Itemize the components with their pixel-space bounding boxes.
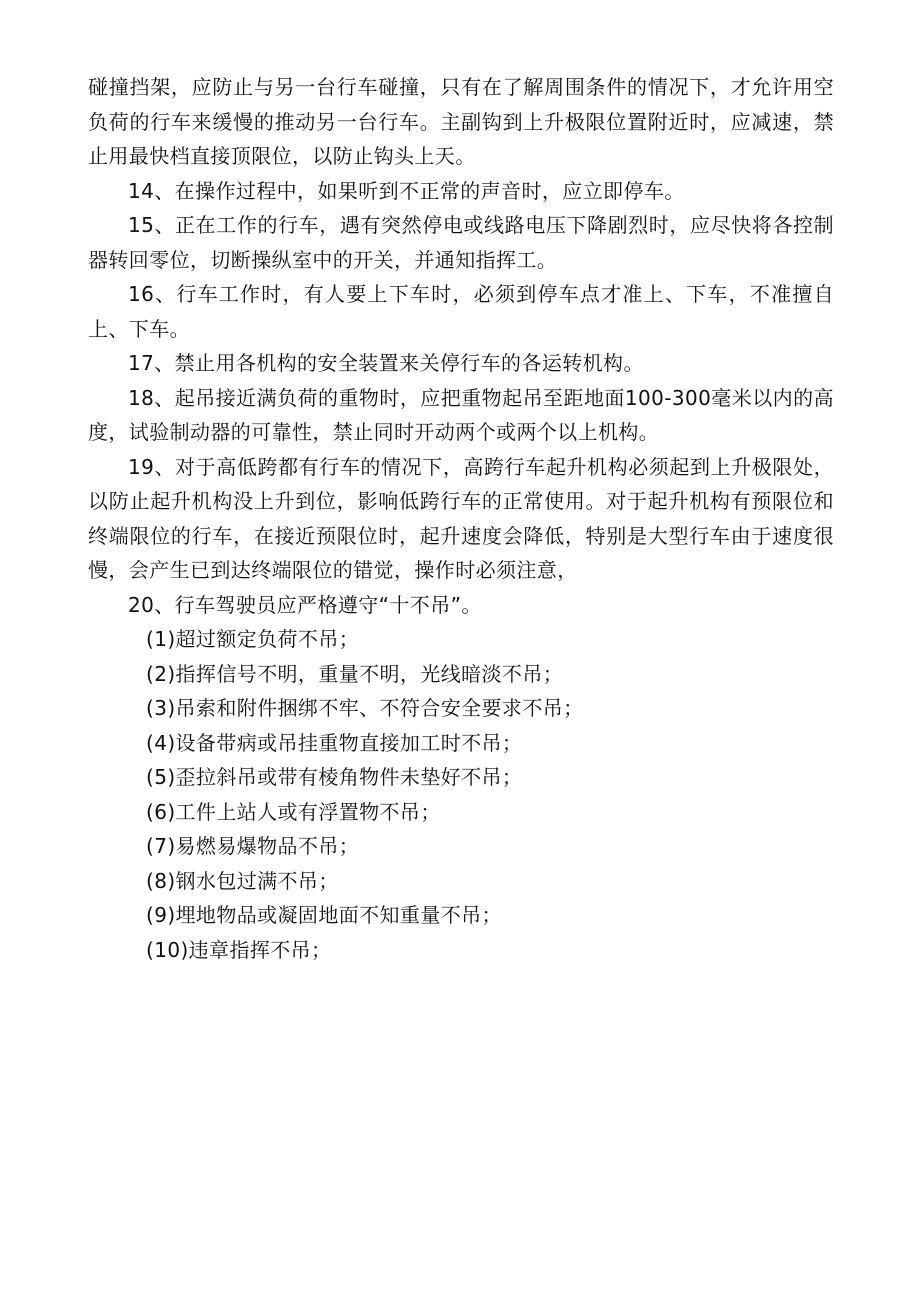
- list-item: (10)违章指挥不吊；: [146, 937, 332, 962]
- paragraph-item-17: 17、禁止用各机构的安全装置来关停行车的各运转机构。: [128, 351, 644, 375]
- list-item: (3)吊索和附件捆绑不牢、不符合安全要求不吊；: [146, 696, 584, 720]
- paragraph-continued: 碰撞挡架，应防止与另一台行车碰撞，只有在了解周围条件的情况下，才允许用空负荷的行车来缓慢的推动另一台行车。主副钩到上升极限位置附近时，应减速，禁止用最快档直接顶限位，以防止钩头上天。: [88, 75, 834, 168]
- list-item: (4)设备带病或吊挂重物直接加工时不吊；: [146, 730, 523, 755]
- list-item: (8)钢水包过满不吊；: [146, 868, 339, 893]
- list-item: (7)易燃易爆物品不吊；: [146, 834, 360, 858]
- list-item: (1)超过额定负荷不吊；: [146, 627, 360, 651]
- paragraph-item-19: 19、对于高低跨都有行车的情况下，高跨行车起升机构必须起到上升极限处，以防止起升机构没上升到位，影响低跨行车的正常使用。对于起升机构有预限位和终端限位的行车，在接近预限位时，起升速度会降低，特别是大型行车由于速度很慢，会产生已到达终端限位的错觉，操作时必须注意，: [88, 454, 834, 582]
- paragraph-item-16: 16、行车工作时，有人要上下车时，必须到停车点才准上、下车，不准擅自上、下车。: [88, 282, 834, 341]
- paragraph-item-14: 14、在操作过程中，如果听到不正常的声音时，应立即停车。: [128, 178, 685, 203]
- paragraph-item-15: 15、正在工作的行车，遇有突然停电或线路电压下降剧烈时，应尽快将各控制器转回零位，切断操纵室中的开关，并通知指挥工。: [88, 213, 834, 272]
- list-item: (2)指挥信号不明，重量不明，光线暗淡不吊；: [146, 661, 564, 686]
- paragraph-item-18: 18、起吊接近满负荷的重物时，应把重物起吊至距地面100-300毫米以内的高度，试验制动器的可靠性，禁止同时开动两个或两个以上机构。: [88, 385, 834, 444]
- paragraph-item-20: 20、行车驾驶员应严格遵守“十不吊”。: [128, 592, 482, 617]
- ten-no-lift-list: [88, 622, 834, 967]
- list-item: (6)工件上站人或有浮置物不吊；: [146, 799, 441, 824]
- document-body: [88, 70, 834, 967]
- list-item: (5)歪拉斜吊或带有棱角物件未垫好不吊；: [146, 765, 523, 789]
- list-item: (9)埋地物品或凝固地面不知重量不吊；: [146, 903, 502, 927]
